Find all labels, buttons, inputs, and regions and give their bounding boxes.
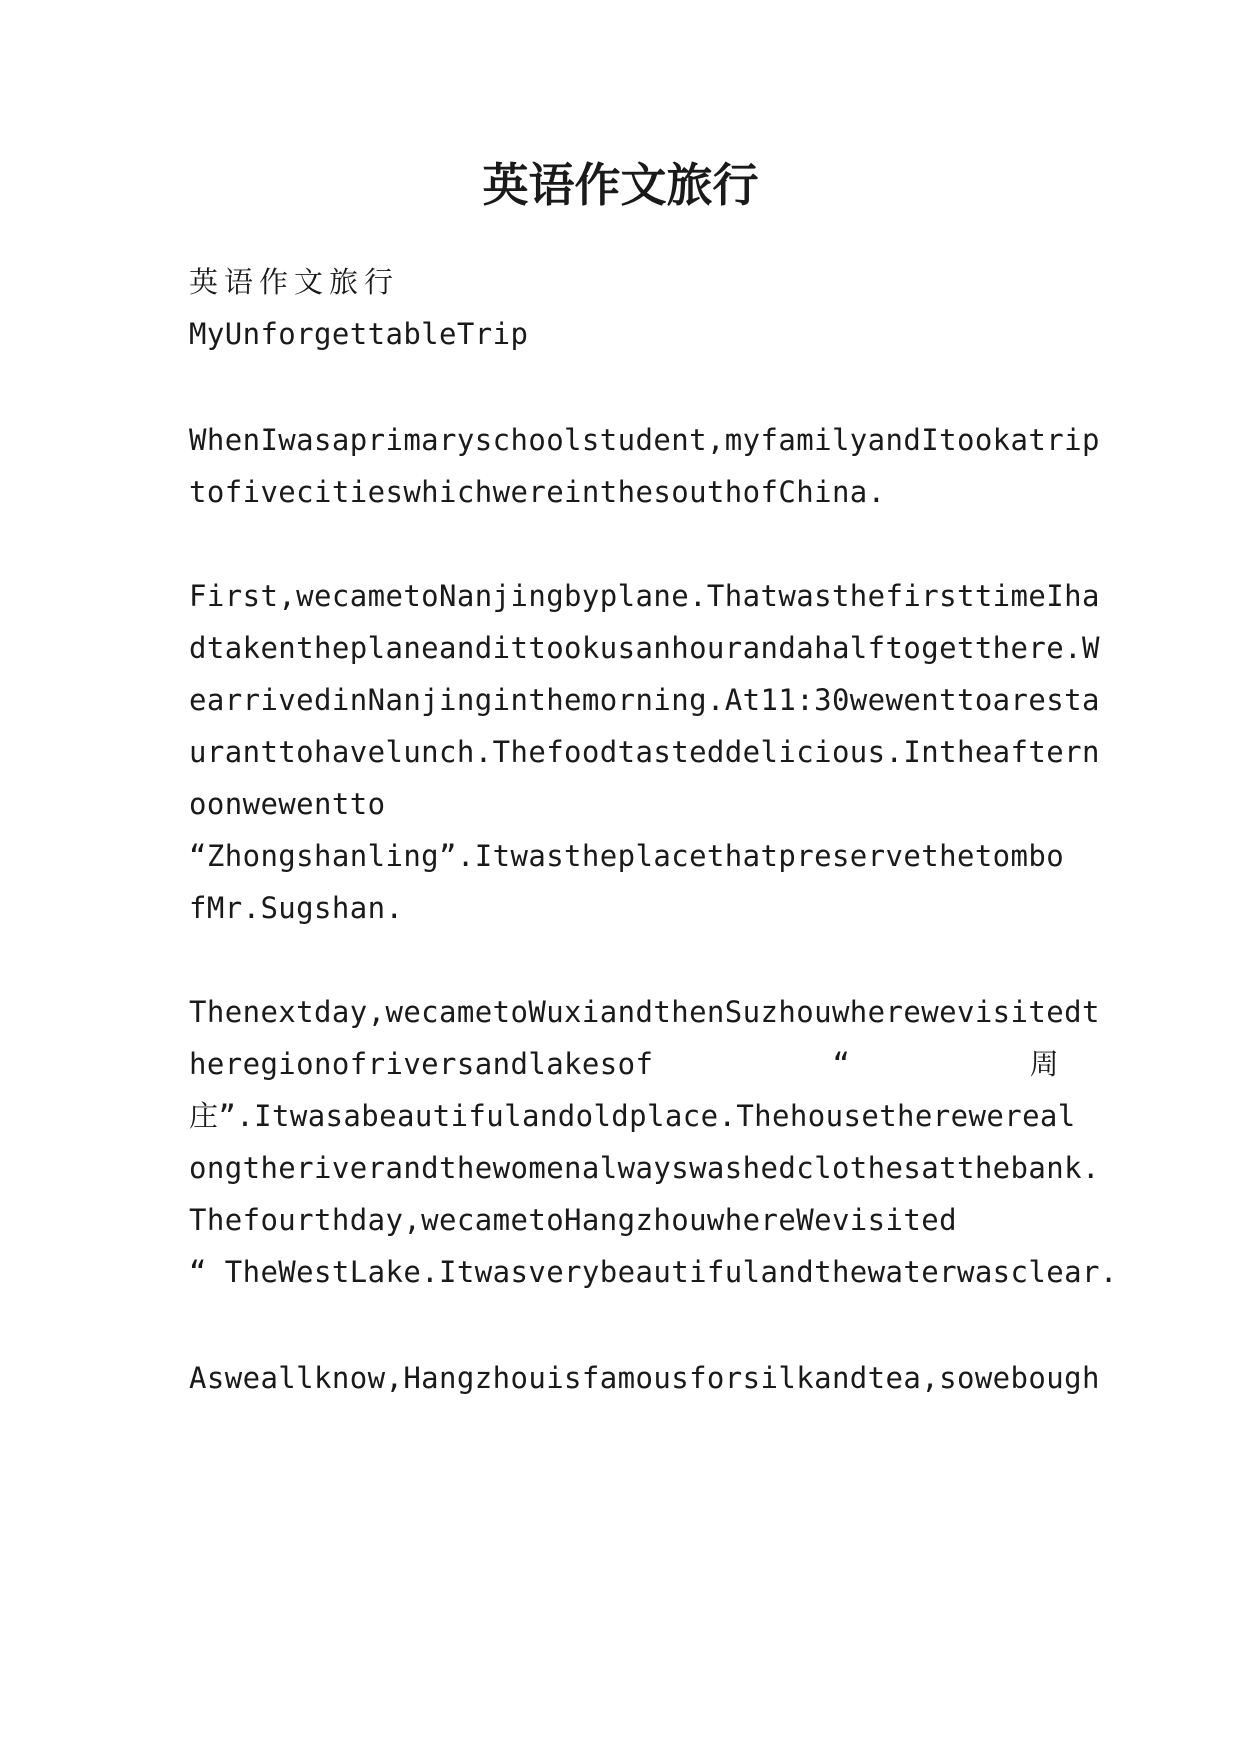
paragraph-2-line-4: uranttohavelunch.Thefoodtasteddelicious.Intheaftern xyxy=(189,735,1100,769)
paragraph-3-line-2-text: heregionofriversandlakesof xyxy=(189,1047,654,1081)
paragraph-2-line-3: earrivedinNanjinginthemorning.At11:30wewenttoaresta xyxy=(189,683,1100,717)
document-title: 英语作文旅行 xyxy=(482,158,759,212)
paragraph-3-line-2-char: 周 xyxy=(1029,1047,1059,1081)
paragraph-3-line-2 xyxy=(189,1044,1059,1084)
paragraph-1-line-2: tofivecitieswhichwereinthesouthofChina. xyxy=(189,475,886,509)
paragraph-3-line-3: 庄”.Itwasabeautifulandoldplace.Thehousetherewereal xyxy=(189,1099,1076,1133)
paragraph-3-line-2-quote: “ xyxy=(832,1047,851,1081)
subtitle-english: MyUnforgettableTrip xyxy=(189,317,529,351)
paragraph-3-line-6: “ TheWestLake.Itwasverybeautifulandthewaterwasclear. xyxy=(189,1255,1118,1289)
paragraph-3-line-1: Thenextday,wecametoWuxiandthenSuzhouwherewevisitedt xyxy=(189,995,1100,1029)
paragraph-2-line-2: dtakentheplaneandittookusanhourandahalftogetthere.W xyxy=(189,631,1100,665)
paragraph-1-line-1: WhenIwasaprimaryschoolstudent,myfamilyandItookatrip xyxy=(189,423,1100,457)
paragraph-2-line-5: oonwewentto xyxy=(189,787,386,821)
paragraph-4-line-1: Asweallknow,Hangzhouisfamousforsilkandtea,sowebough xyxy=(189,1361,1100,1395)
paragraph-2-line-7: fMr.Sugshan. xyxy=(189,891,404,925)
paragraph-3-line-4: ongtheriverandthewomenalwayswashedclothesatthebank. xyxy=(189,1151,1100,1185)
paragraph-3-line-5: Thefourthday,wecametoHangzhouwhereWevisited xyxy=(189,1203,957,1237)
subtitle-chinese: 英语作文旅行 xyxy=(189,265,400,299)
paragraph-2-line-1: First,wecametoNanjingbyplane.ThatwasthefirsttimeIha xyxy=(189,579,1100,613)
paragraph-2-line-6: “Zhongshanling”.Itwastheplacethatpreservethetombo xyxy=(189,839,1065,873)
